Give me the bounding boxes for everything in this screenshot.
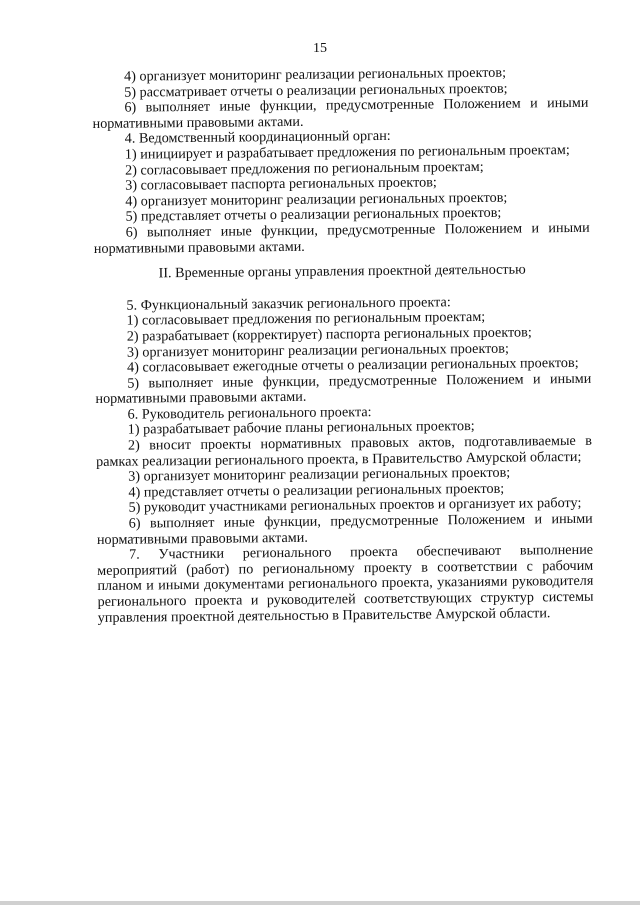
paragraph: 7. Участники регионального проекта обеспечивают выполнение мероприятий (работ) по региональному проекту в соответствии с рабочим планом и иными документами регионального проекта, указаниями руководителя регионального проекта и руководителей соответствующих структур системы управления проектной деятельностью в Правительстве Амурской области. [97,541,594,626]
paragraph: 4. Ведомственный координационный орган: [124,128,391,148]
paragraph: 3) организует мониторинг реализации региональных проектов; [126,340,509,361]
paragraph: 3) организует мониторинг реализации региональных проектов; [128,464,511,485]
paragraph: 1) инициирует и разрабатывает предложения по региональным проектам; [124,141,570,163]
paragraph: 1) согласовывает предложения по региональным проектам; [126,309,486,329]
paragraph: 4) согласовывает ежегодные отчеты о реализации региональных проектов; [127,355,579,376]
document-body [92,65,594,626]
section-heading: II. Временные органы управления проектной деятельностью [158,261,526,282]
page-number: 15 [313,41,327,56]
paragraph: 5) представляет отчеты о реализации региональных проектов; [125,205,502,226]
paragraph: 5. Функциональный заказчик регионального проекта: [126,293,451,314]
paragraph: 4) организует мониторинг реализации региональных проектов; [125,189,508,210]
paragraph: 2) разрабатывает (корректирует) паспорта региональных проектов; [126,324,532,345]
paragraph: 6) выполняет иные функции, предусмотренные Положением и иными нормативными правовыми актами. [93,219,590,257]
paragraph: 4) представляет отчеты о реализации региональных проектов; [128,480,505,501]
paragraph: 5) рассматривает отчеты о реализации региональных проектов; [124,80,508,101]
page-bottom-edge [0,901,640,905]
paragraph: 2) вносит проекты нормативных правовых актов, подготавливаемые в рамках реализации регионального проекта, в Правительство Амурской области; [96,432,592,470]
paragraph: 2) согласовывает предложения по региональным проектам; [124,158,484,179]
paragraph-group-bottom [94,294,593,627]
paragraph: 6) выполняет иные функции, предусмотренные Положением и иными нормативными правовыми актами. [96,510,593,548]
paragraph: 5) выполняет иные функции, предусмотренные Положением и иными нормативными правовыми актами. [95,370,592,408]
paragraph: 6) выполняет иные функции, предусмотренные Положением и иными нормативными правовыми актами. [92,94,589,132]
paragraph: 3) согласовывает паспорта региональных проектов; [125,174,437,194]
paragraph: 5) руководит участниками региональных проектов и организует их работу; [128,495,582,517]
paragraph: 4) организует мониторинг реализации региональных проектов; [123,64,507,85]
paragraph: 1) разрабатывает рабочие планы региональных проектов; [127,418,475,439]
paragraph: 6. Руководитель регионального проекта: [127,403,372,423]
paragraph-group-top [92,65,590,257]
